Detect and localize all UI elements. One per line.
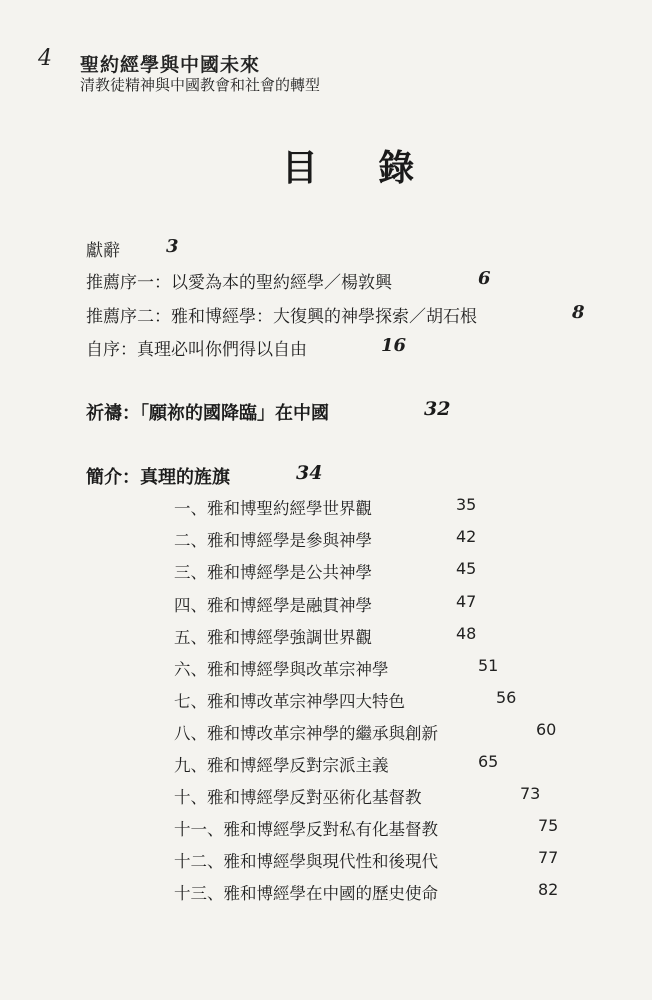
toc-entry-label: 獻辭 <box>86 241 120 261</box>
toc-subentry-page: 45 <box>456 559 477 578</box>
toc-subentry <box>174 784 541 808</box>
toc-heading: 目 錄 <box>281 147 439 189</box>
toc-entry-page: 8 <box>572 302 585 323</box>
toc-subentry <box>174 880 559 904</box>
toc-section-label: 簡介：真理的旌旗 <box>86 467 230 488</box>
toc-subentry-label: 十三、雅和博經學在中國的歷史使命 <box>174 884 438 903</box>
toc-subentry-label: 六、雅和博經學與改革宗神學 <box>174 660 389 679</box>
toc-subentry-page: 65 <box>478 752 499 771</box>
toc-subentry-page: 82 <box>538 880 559 899</box>
toc-subentry-label: 十、雅和博經學反對巫術化基督教 <box>174 788 422 807</box>
toc-subentry <box>174 656 499 680</box>
toc-entry-label: 推薦序一：以愛為本的聖約經學／楊敦興 <box>86 273 392 293</box>
toc-subentry-page: 73 <box>520 784 541 803</box>
toc-entry-page: 16 <box>381 335 407 356</box>
toc-subentry-label: 八、雅和博改革宗神學的繼承與創新 <box>174 724 438 743</box>
toc-subentry <box>174 848 559 872</box>
toc-subentry <box>174 720 557 744</box>
toc-entry-foreword-2 <box>86 302 585 327</box>
page-number: 4 <box>38 46 52 71</box>
toc-subentry <box>174 816 559 840</box>
toc-subentry <box>174 495 477 519</box>
toc-subentry-label: 十一、雅和博經學反對私有化基督教 <box>174 820 438 839</box>
toc-section-label: 祈禱：「願祢的國降臨」在中國 <box>86 403 329 424</box>
toc-entry-page: 3 <box>166 236 179 257</box>
toc-subentry-page: 77 <box>538 848 559 867</box>
toc-subentry-label: 二、雅和博經學是參與神學 <box>174 531 372 550</box>
toc-entry-foreword-1 <box>86 268 491 293</box>
toc-section-intro <box>86 462 323 489</box>
toc-section-prayer <box>86 398 451 425</box>
toc-subentry-page: 42 <box>456 527 477 546</box>
toc-subentry <box>174 624 477 648</box>
toc-entry-label: 推薦序二：雅和博經學：大復興的神學探索／胡石根 <box>86 307 477 327</box>
toc-section-page: 34 <box>296 462 323 484</box>
toc-subentry-page: 51 <box>478 656 499 675</box>
toc-subentry <box>174 752 499 776</box>
toc-subentry-page: 75 <box>538 816 559 835</box>
toc-subentry-page: 60 <box>536 720 557 739</box>
toc-subentry-label: 九、雅和博經學反對宗派主義 <box>174 756 389 775</box>
toc-entry-preface <box>86 335 407 360</box>
toc-subentry-page: 56 <box>496 688 517 707</box>
toc-subentry-label: 一、雅和博聖約經學世界觀 <box>174 499 372 518</box>
toc-subentry-page: 48 <box>456 624 477 643</box>
running-subtitle: 清教徒精神與中國教會和社會的轉型 <box>80 76 321 94</box>
toc-subentry <box>174 527 477 551</box>
toc-subentry <box>174 688 517 712</box>
toc-subentry-label: 三、雅和博經學是公共神學 <box>174 563 372 582</box>
toc-subentry-label: 四、雅和博經學是融貫神學 <box>174 596 372 615</box>
toc-subentry-page: 47 <box>456 592 477 611</box>
toc-subentry-label: 五、雅和博經學強調世界觀 <box>174 628 372 647</box>
toc-entry-dedication <box>86 236 179 261</box>
toc-entry-page: 6 <box>478 268 491 289</box>
toc-subentry <box>174 559 477 583</box>
toc-subentry-page: 35 <box>456 495 477 514</box>
toc-subentry <box>174 592 477 616</box>
toc-subentry-label: 十二、雅和博經學與現代性和後現代 <box>174 852 438 871</box>
running-title: 聖約經學與中國未來 <box>80 54 261 76</box>
toc-section-page: 32 <box>424 398 451 420</box>
toc-entry-label: 自序：真理必叫你們得以自由 <box>86 340 307 360</box>
toc-subentry-label: 七、雅和博改革宗神學四大特色 <box>174 692 405 711</box>
